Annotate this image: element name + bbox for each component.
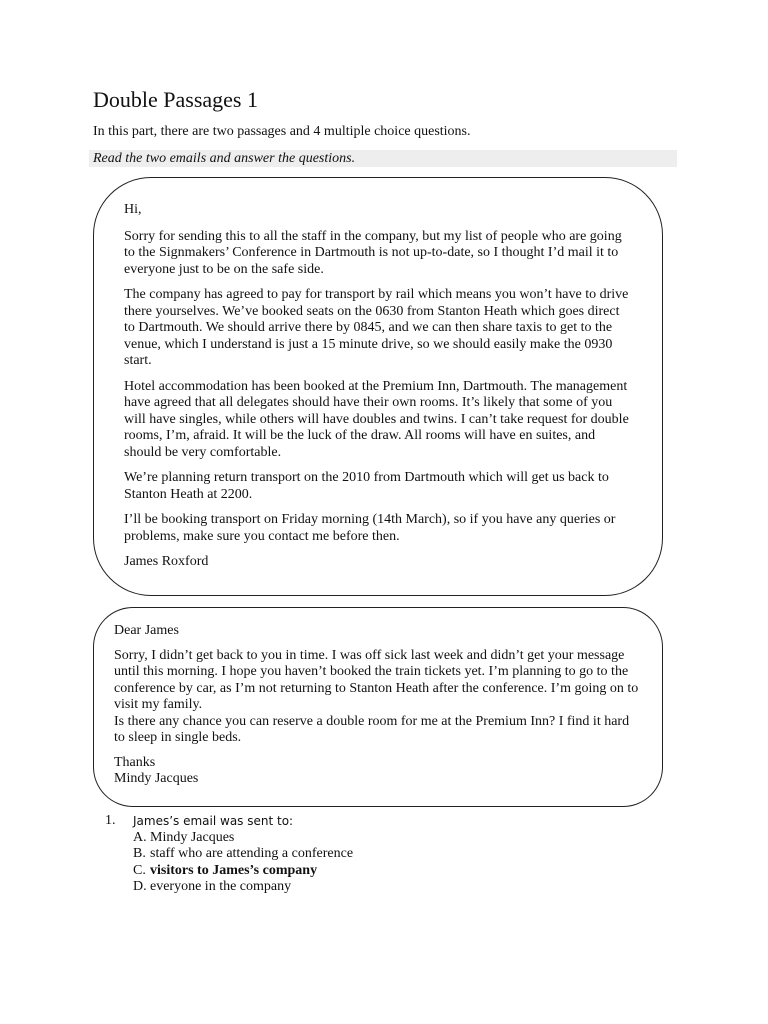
answer-options [133,830,353,896]
email-1-paragraph-1: Sorry for sending this to all the staff in the company, but my list of people who are going to the Signmakers’ Conference in Dartmouth is not up-to-date, so I thought I’d mail it to everyone just to be on the safe side. [124,228,622,277]
intro-text: In this part, there are two passages and 4 multiple choice questions. [93,124,471,139]
option-letter: B. [133,846,146,862]
email-1-greeting: Hi, [124,202,142,217]
page-title: Double Passages 1 [93,87,258,112]
email-1-paragraph-5: I’ll be booking transport on Friday morning (14th March), so if you have any queries or problems, make sure you contact me before then. [124,512,616,544]
instruction-text: Read the two emails and answer the questions. [89,150,677,167]
option-d[interactable] [133,879,353,896]
email-2-signature: Mindy Jacques [114,771,199,786]
email-1-paragraph-2: The company has agreed to pay for transport by rail which means you won’t have to drive there yourselves. We’ve booked seats on the 0630 from Stanton Heath which goes direct to Dartmouth. We should arrive there by 0845, and we can then share taxis to get to the venue, which I understand is just a 15 minute drive, so we should easily make the 0930 start. [124,287,629,368]
option-letter: C. [133,862,146,878]
question-list [105,813,353,896]
option-a[interactable] [133,830,353,847]
option-text: visitors to James’s company [150,862,318,878]
email-1-box [93,177,663,596]
email-1-paragraph-3: Hotel accommodation has been booked at the Premium Inn, Dartmouth. The management have agreed that all delegates should have their own rooms. It’s likely that some of you will have singles, while others will have doubles and twins. I can’t take request for double rooms, I’m, afraid. It will be the luck of the draw. All rooms will have en suites, and should be very comfortable. [124,378,629,460]
email-1-paragraph-4: We’re planning return transport on the 2010 from Dartmouth which will get us back to Stanton Heath at 2200. [124,470,609,502]
question-number: 1. [105,813,116,828]
option-letter: D. [133,879,147,895]
option-text: staff who are attending a conference [150,846,354,862]
question-item [105,813,353,830]
option-text: Mindy Jacques [150,829,235,845]
option-letter: A. [133,829,147,845]
email-2-greeting: Dear James [114,623,179,638]
option-c[interactable] [133,863,353,880]
email-2-closing: Thanks [114,754,156,770]
email-2-box [93,607,663,807]
option-b[interactable] [133,846,353,863]
email-2-paragraph-1: Sorry, I didn’t get back to you in time. I was off sick last week and didn’t get your message until this morning. I hope you haven’t booked the train tickets yet. I’m planning to go to the conference by car, as I’m not returning to Stanton Heath after the conference. I’m going on to visit my family. [114,647,639,712]
option-text: everyone in the company [150,879,292,895]
question-text: James’s email was sent to: [133,814,294,828]
email-1-signature: James Roxford [124,554,209,569]
email-2-paragraph-2: Is there any chance you can reserve a double room for me at the Premium Inn? I find it hard to sleep in single beds. [114,713,630,745]
